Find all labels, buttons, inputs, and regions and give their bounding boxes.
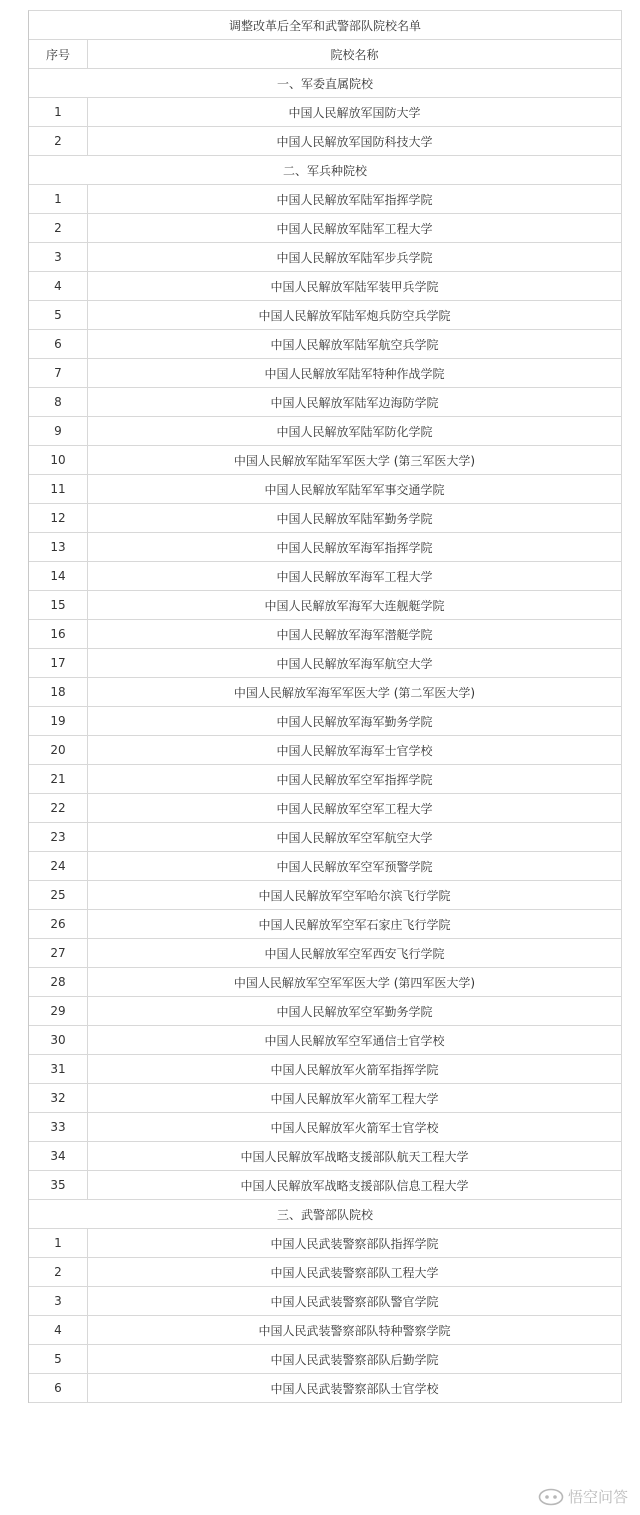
academy-name: 中国人民解放军战略支援部队航天工程大学 (88, 1142, 622, 1171)
section-title: 二、军兵种院校 (29, 156, 622, 185)
row-number: 5 (29, 1345, 88, 1374)
table-title-row (29, 11, 622, 40)
table-row (29, 475, 622, 504)
row-number: 19 (29, 707, 88, 736)
academy-name: 中国人民解放军空军石家庄飞行学院 (88, 910, 622, 939)
table-row (29, 852, 622, 881)
table-header-row (29, 40, 622, 69)
row-number: 6 (29, 1374, 88, 1403)
academy-name: 中国人民解放军空军预警学院 (88, 852, 622, 881)
row-number: 17 (29, 649, 88, 678)
academy-name: 中国人民解放军陆军炮兵防空兵学院 (88, 301, 622, 330)
table-row (29, 591, 622, 620)
row-number: 26 (29, 910, 88, 939)
row-number: 9 (29, 417, 88, 446)
table-row (29, 649, 622, 678)
academy-name: 中国人民武装警察部队工程大学 (88, 1258, 622, 1287)
table-row (29, 1258, 622, 1287)
table-row (29, 359, 622, 388)
section-row (29, 69, 622, 98)
row-number: 10 (29, 446, 88, 475)
section-row (29, 1200, 622, 1229)
table-row (29, 1142, 622, 1171)
academy-name: 中国人民武装警察部队特种警察学院 (88, 1316, 622, 1345)
table-row (29, 533, 622, 562)
row-number: 29 (29, 997, 88, 1026)
table-row (29, 1316, 622, 1345)
table-row (29, 504, 622, 533)
row-number: 22 (29, 794, 88, 823)
row-number: 14 (29, 562, 88, 591)
table-row (29, 1171, 622, 1200)
academy-name: 中国人民解放军陆军军事交通学院 (88, 475, 622, 504)
academy-name: 中国人民解放军海军士官学校 (88, 736, 622, 765)
row-number: 28 (29, 968, 88, 997)
row-number: 13 (29, 533, 88, 562)
row-number: 2 (29, 127, 88, 156)
row-number: 6 (29, 330, 88, 359)
table-row (29, 910, 622, 939)
row-number: 2 (29, 214, 88, 243)
table-row (29, 678, 622, 707)
academy-name: 中国人民武装警察部队后勤学院 (88, 1345, 622, 1374)
table-row (29, 997, 622, 1026)
row-number: 27 (29, 939, 88, 968)
table-row (29, 620, 622, 649)
academy-name: 中国人民解放军空军工程大学 (88, 794, 622, 823)
row-number: 4 (29, 1316, 88, 1345)
row-number: 31 (29, 1055, 88, 1084)
table-row (29, 1026, 622, 1055)
table-row (29, 1345, 622, 1374)
academy-name: 中国人民解放军火箭军指挥学院 (88, 1055, 622, 1084)
academy-name: 中国人民解放军空军西安飞行学院 (88, 939, 622, 968)
table-row (29, 1055, 622, 1084)
academy-name: 中国人民解放军海军潜艇学院 (88, 620, 622, 649)
table-row (29, 1084, 622, 1113)
row-number: 11 (29, 475, 88, 504)
academy-name: 中国人民解放军陆军工程大学 (88, 214, 622, 243)
academy-name: 中国人民武装警察部队警官学院 (88, 1287, 622, 1316)
row-number: 7 (29, 359, 88, 388)
wukong-logo-icon (538, 1488, 564, 1506)
academy-name: 中国人民解放军陆军特种作战学院 (88, 359, 622, 388)
row-number: 32 (29, 1084, 88, 1113)
academy-name: 中国人民解放军陆军勤务学院 (88, 504, 622, 533)
row-number: 20 (29, 736, 88, 765)
watermark-text: 悟空问答 (567, 1488, 628, 1506)
table-row (29, 243, 622, 272)
row-number: 33 (29, 1113, 88, 1142)
row-number: 1 (29, 98, 88, 127)
row-number: 1 (29, 185, 88, 214)
table-row (29, 823, 622, 852)
academy-name: 中国人民解放军战略支援部队信息工程大学 (88, 1171, 622, 1200)
row-number: 25 (29, 881, 88, 910)
table-body (29, 11, 622, 1403)
table-row (29, 272, 622, 301)
row-number: 3 (29, 243, 88, 272)
table-row (29, 1374, 622, 1403)
academy-name: 中国人民解放军空军通信士官学校 (88, 1026, 622, 1055)
table-row (29, 388, 622, 417)
table-row (29, 765, 622, 794)
table-row (29, 968, 622, 997)
academy-name: 中国人民解放军陆军步兵学院 (88, 243, 622, 272)
academy-name: 中国人民解放军陆军装甲兵学院 (88, 272, 622, 301)
academy-name: 中国人民解放军陆军军医大学 (第三军医大学) (88, 446, 622, 475)
row-number: 18 (29, 678, 88, 707)
table-row (29, 1229, 622, 1258)
academy-name: 中国人民解放军空军哈尔滨飞行学院 (88, 881, 622, 910)
academy-name: 中国人民解放军陆军防化学院 (88, 417, 622, 446)
row-number: 1 (29, 1229, 88, 1258)
row-number: 4 (29, 272, 88, 301)
row-number: 5 (29, 301, 88, 330)
table-row (29, 301, 622, 330)
academy-name: 中国人民解放军国防大学 (88, 98, 622, 127)
table-row (29, 881, 622, 910)
academy-name: 中国人民解放军海军航空大学 (88, 649, 622, 678)
section-title: 三、武警部队院校 (29, 1200, 622, 1229)
table-row (29, 98, 622, 127)
academy-name: 中国人民解放军海军工程大学 (88, 562, 622, 591)
table-row (29, 446, 622, 475)
row-number: 21 (29, 765, 88, 794)
row-number: 12 (29, 504, 88, 533)
row-number: 30 (29, 1026, 88, 1055)
table-title: 调整改革后全军和武警部队院校名单 (29, 11, 622, 40)
row-number: 34 (29, 1142, 88, 1171)
academy-name: 中国人民解放军空军勤务学院 (88, 997, 622, 1026)
academy-name: 中国人民解放军陆军指挥学院 (88, 185, 622, 214)
academy-list-table (28, 10, 622, 1403)
column-header-name: 院校名称 (88, 40, 622, 69)
row-number: 24 (29, 852, 88, 881)
table-row (29, 707, 622, 736)
section-title: 一、军委直属院校 (29, 69, 622, 98)
table-row (29, 127, 622, 156)
row-number: 8 (29, 388, 88, 417)
row-number: 15 (29, 591, 88, 620)
academy-name: 中国人民解放军海军大连舰艇学院 (88, 591, 622, 620)
academy-name: 中国人民解放军火箭军士官学校 (88, 1113, 622, 1142)
academy-name: 中国人民解放军火箭军工程大学 (88, 1084, 622, 1113)
table-row (29, 1287, 622, 1316)
table-row (29, 939, 622, 968)
section-row (29, 156, 622, 185)
academy-name: 中国人民解放军国防科技大学 (88, 127, 622, 156)
table-row (29, 736, 622, 765)
row-number: 35 (29, 1171, 88, 1200)
table-row (29, 185, 622, 214)
academy-name: 中国人民武装警察部队指挥学院 (88, 1229, 622, 1258)
column-header-number: 序号 (29, 40, 88, 69)
table-row (29, 417, 622, 446)
table-row (29, 330, 622, 359)
academy-name: 中国人民解放军陆军边海防学院 (88, 388, 622, 417)
row-number: 3 (29, 1287, 88, 1316)
table-row (29, 794, 622, 823)
table-row (29, 214, 622, 243)
row-number: 2 (29, 1258, 88, 1287)
academy-name: 中国人民解放军海军军医大学 (第二军医大学) (88, 678, 622, 707)
row-number: 16 (29, 620, 88, 649)
academy-name: 中国人民武装警察部队士官学校 (88, 1374, 622, 1403)
table-row (29, 1113, 622, 1142)
watermark (538, 1486, 628, 1507)
academy-name: 中国人民解放军空军军医大学 (第四军医大学) (88, 968, 622, 997)
table-row (29, 562, 622, 591)
row-number: 23 (29, 823, 88, 852)
academy-name: 中国人民解放军海军指挥学院 (88, 533, 622, 562)
academy-name: 中国人民解放军空军指挥学院 (88, 765, 622, 794)
academy-name: 中国人民解放军陆军航空兵学院 (88, 330, 622, 359)
academy-name: 中国人民解放军海军勤务学院 (88, 707, 622, 736)
academy-name: 中国人民解放军空军航空大学 (88, 823, 622, 852)
